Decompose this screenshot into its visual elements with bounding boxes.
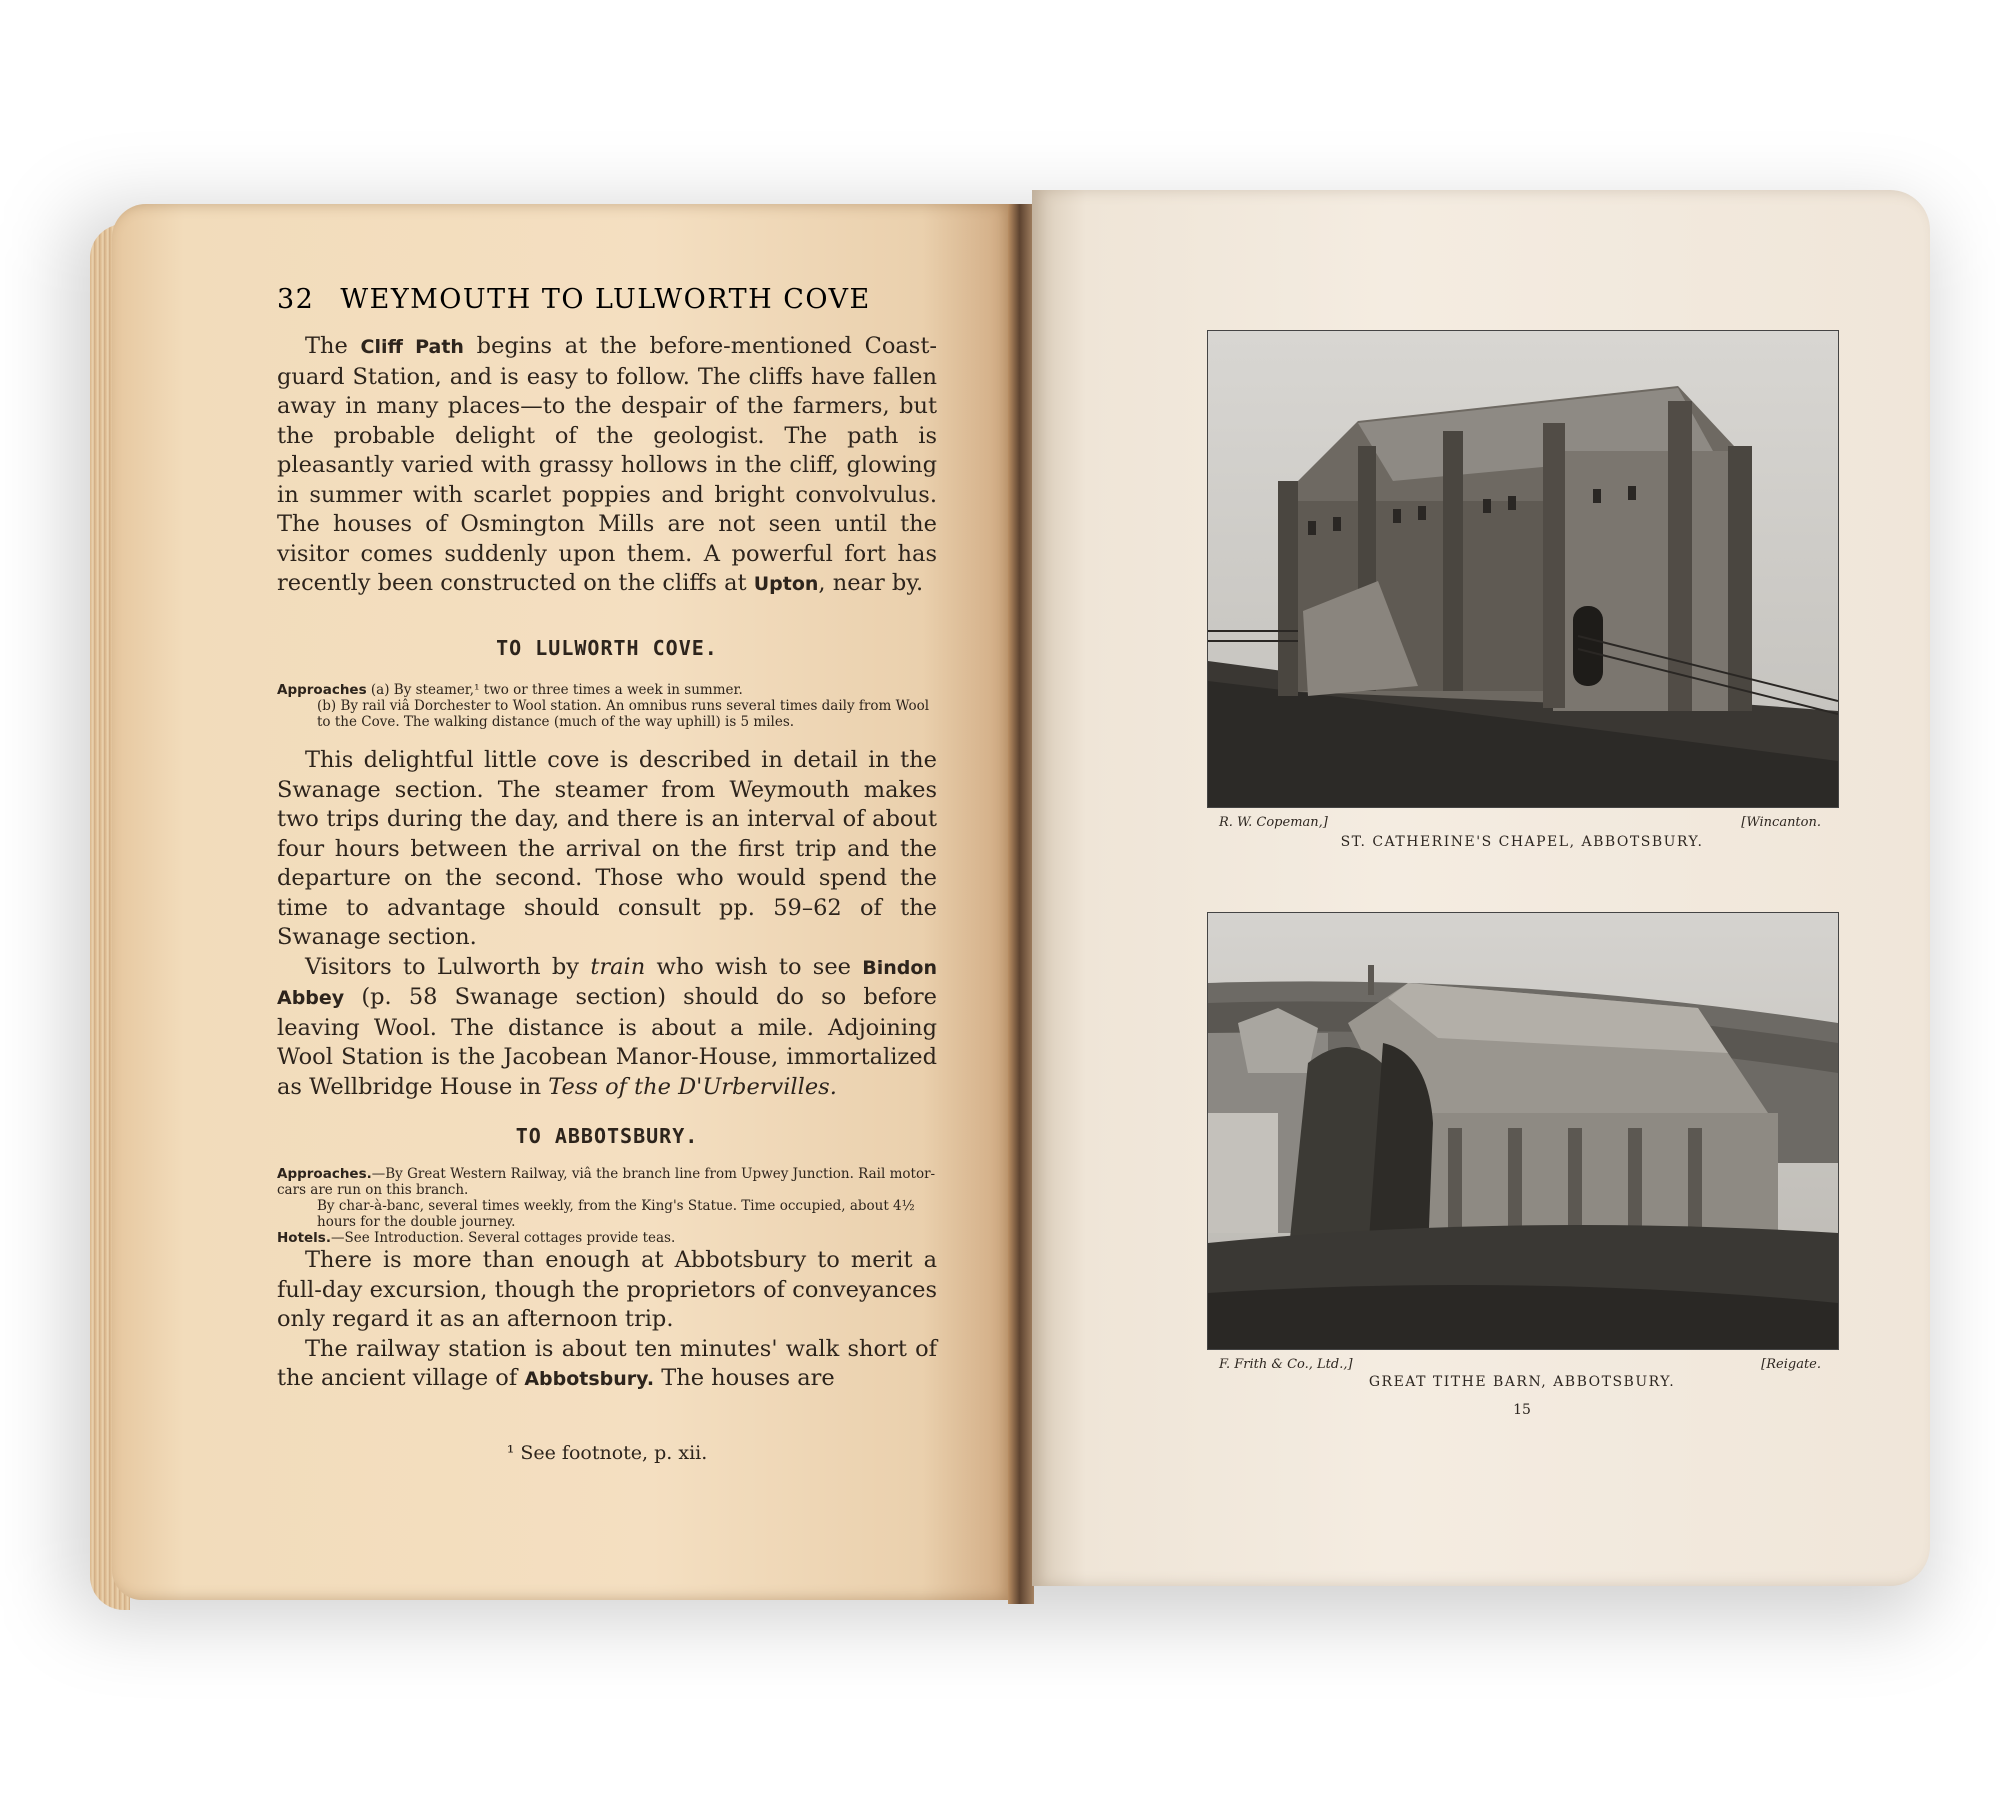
chapel-photo (1207, 330, 1839, 808)
barn-illustration (1208, 913, 1838, 1349)
open-book (90, 190, 1930, 1620)
footnote: ¹ See footnote, p. xii. (506, 1442, 708, 1464)
chapel-credit-place: [Wincanton. (1741, 815, 1821, 830)
book-gutter (1008, 204, 1034, 1604)
left-page-number: 32 (277, 284, 315, 315)
tess-title: Tess of the D'Urbervilles. (548, 1073, 837, 1100)
lulworth-text (277, 746, 937, 1102)
cliff-path-term: Cliff Path (360, 336, 464, 358)
running-head (277, 284, 997, 315)
left-page (112, 204, 1012, 1600)
barn-credit-photographer: F. Frith & Co., Ltd.,] (1219, 1357, 1353, 1372)
right-page (1032, 190, 1930, 1586)
lulworth-approaches: Approaches (a) By steamer,¹ two or three times a week in summer. (b) By rail viâ Dorchester to Wool station. An omnibus runs several times daily from Wool to the Cove. The walking distance (much of the way uphill) is 5 miles. (277, 682, 930, 730)
barn-credit-place: [Reigate. (1761, 1357, 1821, 1372)
lulworth-heading: TO LULWORTH COVE. (496, 636, 718, 660)
barn-caption: GREAT TITHE BARN, ABBOTSBURY. (1368, 1374, 1676, 1390)
right-page-number: 15 (1513, 1402, 1531, 1418)
lulworth-paragraph-2: Visitors to Lulworth by train who wish to see Bindon Abbey (p. 58 Swanage section) should do so before leaving Wool. The distance is about a mile. Adjoining Wool Station is the Jacobean Manor-House, immortalized as Wellbridge House in Tess of the D'Urbervilles. (277, 953, 937, 1100)
chapel-illustration (1208, 331, 1838, 807)
intro-paragraph: The Cliff Path begins at the before-mentioned Coast-guard Station, and is easy to follow. The cliffs have fallen away in many places—to the despair of the farmers, but the probable delight of the geologist. The path is pleasantly varied with grassy hollows in the cliff, glowing in summer with scarlet poppies and bright convolvulus. The houses of Osmington Mills are not seen until the visitor comes suddenly upon them. A powerful fort has recently been constructed on the cliffs at Upton, near by. (277, 333, 937, 596)
bindon-abbey-term: Bindon Abbey (277, 956, 937, 1009)
abbotsbury-paragraph-2: The railway station is about ten minutes' walk short of the ancient village of Abbotsbury. The houses are (277, 1335, 937, 1391)
barn-photo (1207, 912, 1839, 1350)
chapel-credit-photographer: R. W. Copeman,] (1219, 815, 1328, 830)
upton-term: Upton (753, 573, 819, 595)
abbotsbury-text (277, 1246, 937, 1395)
abbotsbury-term: Abbotsbury. (524, 1368, 655, 1390)
chapel-caption: ST. CATHERINE'S CHAPEL, ABBOTSBURY. (1340, 834, 1704, 850)
abbotsbury-approaches: Approaches.—By Great Western Railway, viâ the branch line from Upwey Junction. Rail motor-cars are run on this branch. By char-à-banc, several times weekly, from the King's Statue. Time occupied, about 4½ hours for the double journey. Hotels.—See Introduction. Several cottages provide teas. (277, 1166, 936, 1246)
lulworth-paragraph-1: This delightful little cove is described in detail in the Swanage section. The steamer from Weymouth makes two trips during the day, and there is an interval of about four hours between the arrival on the first trip and the departure on the second. Those who would spend the time to advantage should consult pp. 59–62 of the Swanage section. (277, 747, 937, 950)
abbotsbury-paragraph-1: There is more than enough at Abbotsbury to merit a full-day excursion, though the proprietors of conveyances only regard it as an afternoon trip. (277, 1247, 937, 1332)
running-head-title: WEYMOUTH TO LULWORTH COVE (340, 284, 871, 315)
abbotsbury-heading: TO ABBOTSBURY. (515, 1124, 699, 1148)
